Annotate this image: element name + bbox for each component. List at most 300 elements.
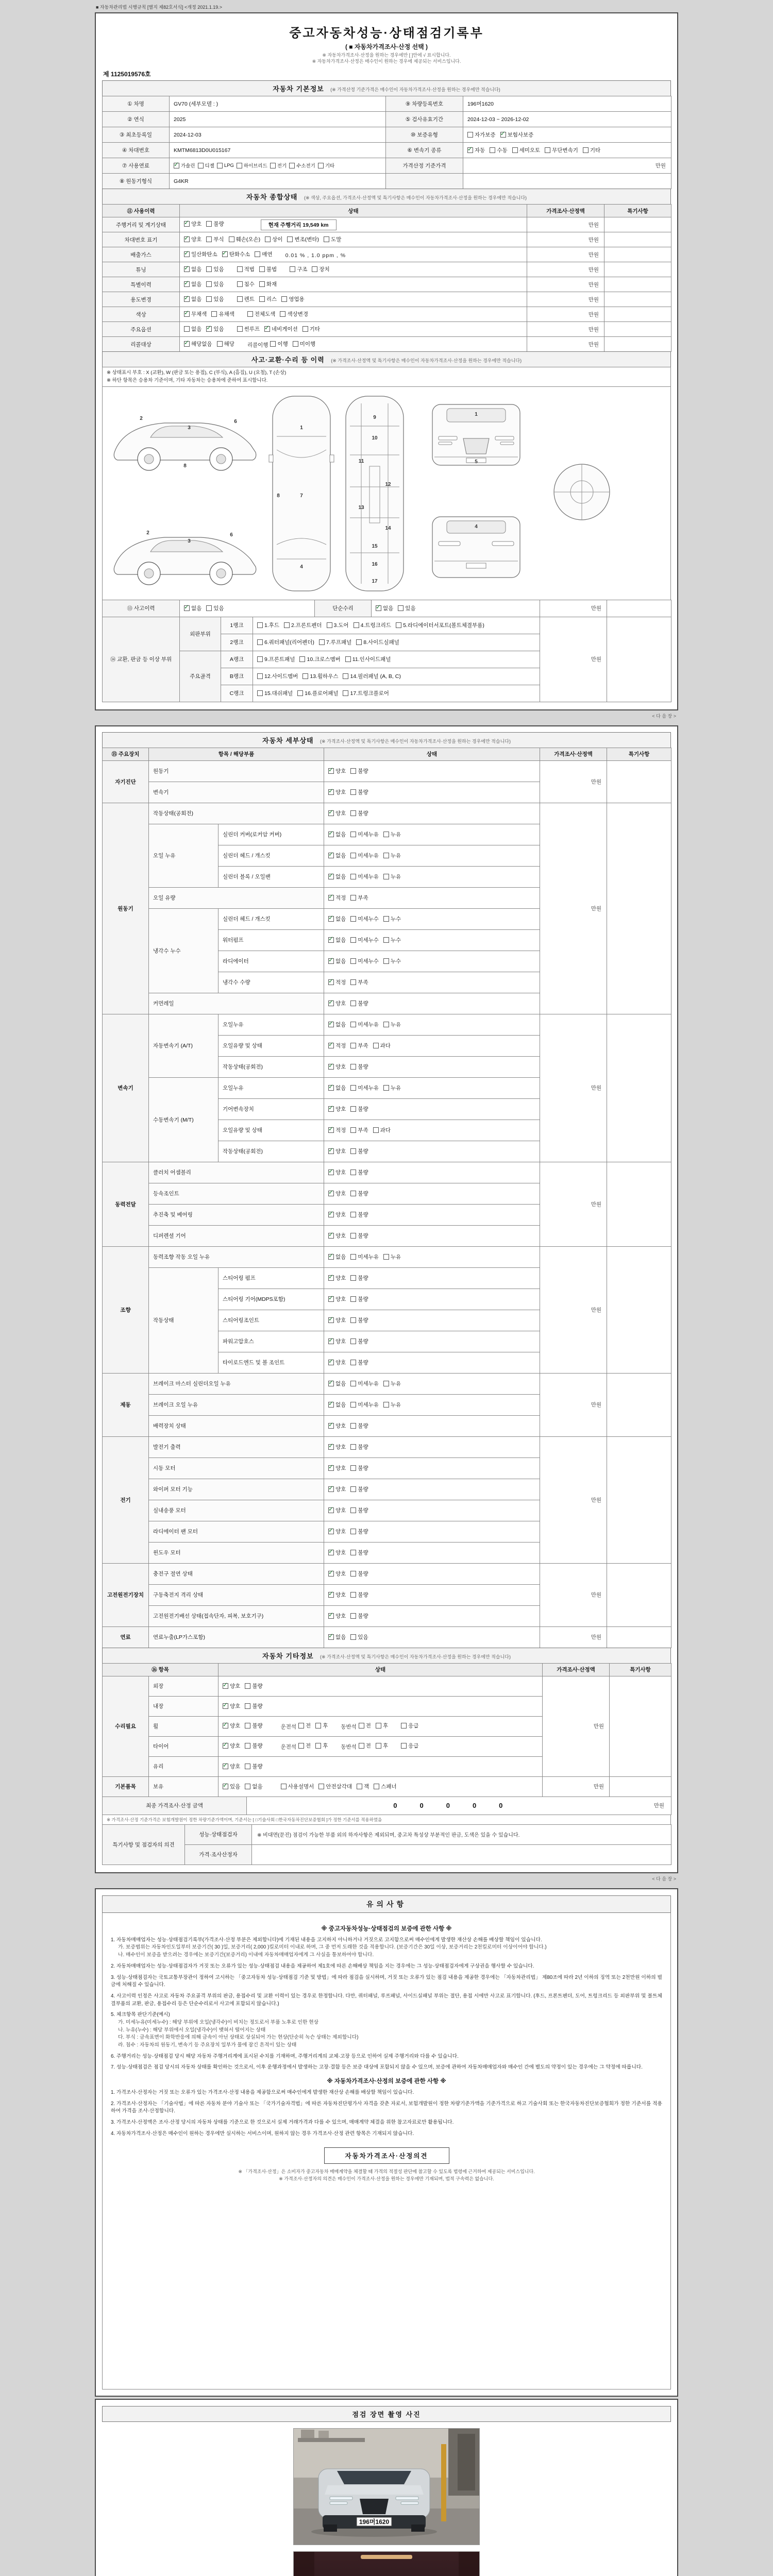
checkbox-option[interactable] — [328, 788, 346, 796]
checkbox-box[interactable] — [359, 1743, 364, 1749]
checkbox-option[interactable] — [350, 1506, 368, 1514]
checkbox-box[interactable] — [318, 1784, 324, 1789]
checkbox-box[interactable] — [223, 1764, 228, 1769]
checkbox-option[interactable] — [350, 1021, 379, 1028]
checkbox-box[interactable] — [237, 281, 243, 287]
checkbox-option[interactable] — [293, 340, 315, 348]
checkbox-box[interactable] — [359, 1723, 364, 1728]
checkbox-box[interactable] — [255, 251, 260, 257]
checkbox-box[interactable] — [315, 1743, 321, 1749]
checkbox-box[interactable] — [265, 236, 271, 242]
checkbox-box[interactable] — [356, 639, 362, 645]
checkbox-option[interactable] — [206, 280, 224, 288]
checkbox-box[interactable] — [328, 979, 334, 985]
checkbox-option[interactable] — [583, 146, 600, 154]
checkbox-option[interactable] — [350, 788, 368, 796]
checkbox-box[interactable] — [281, 296, 287, 302]
checkbox-option[interactable] — [184, 340, 212, 348]
checkbox-box[interactable] — [319, 639, 325, 645]
checkbox-option[interactable] — [298, 1722, 311, 1730]
checkbox-option[interactable] — [383, 936, 401, 944]
checkbox-box[interactable] — [184, 341, 190, 347]
checkbox-box[interactable] — [350, 1444, 356, 1450]
checkbox-option[interactable] — [328, 1485, 346, 1493]
checkbox-option[interactable] — [328, 1084, 346, 1092]
checkbox-box[interactable] — [350, 1233, 356, 1239]
checkbox-option[interactable] — [383, 1401, 401, 1409]
checkbox-option[interactable] — [350, 1147, 368, 1155]
checkbox-box[interactable] — [328, 1634, 334, 1640]
checkbox-box[interactable] — [259, 281, 265, 287]
checkbox-option[interactable] — [328, 1274, 346, 1282]
checkbox-box[interactable] — [350, 1423, 356, 1429]
checkbox-box[interactable] — [328, 853, 334, 858]
checkbox-option[interactable] — [376, 604, 393, 612]
checkbox-option[interactable] — [247, 310, 276, 318]
checkbox-box[interactable] — [350, 1571, 356, 1577]
checkbox-option[interactable] — [350, 1570, 368, 1578]
checkbox-box[interactable] — [545, 147, 550, 153]
checkbox-option[interactable] — [328, 1359, 346, 1366]
checkbox-option[interactable] — [257, 689, 293, 697]
checkbox-option[interactable] — [512, 146, 541, 154]
checkbox-box[interactable] — [350, 958, 356, 964]
checkbox-box[interactable] — [350, 1043, 356, 1048]
checkbox-box[interactable] — [354, 622, 359, 628]
checkbox-option[interactable] — [184, 295, 201, 303]
checkbox-box[interactable] — [383, 1402, 389, 1408]
checkbox-box[interactable] — [327, 622, 332, 628]
checkbox-option[interactable] — [328, 936, 346, 944]
checkbox-box[interactable] — [287, 236, 293, 242]
checkbox-option[interactable] — [343, 672, 400, 680]
checkbox-option[interactable] — [259, 280, 277, 288]
checkbox-box[interactable] — [373, 1043, 379, 1048]
checkbox-box[interactable] — [343, 673, 348, 679]
checkbox-option[interactable] — [356, 638, 399, 646]
checkbox-option[interactable] — [328, 1042, 346, 1049]
checkbox-option[interactable] — [328, 1570, 346, 1578]
checkbox-option[interactable] — [206, 604, 224, 612]
checkbox-option[interactable] — [350, 1443, 368, 1451]
checkbox-option[interactable] — [270, 162, 287, 169]
checkbox-box[interactable] — [383, 1381, 389, 1386]
checkbox-box[interactable] — [298, 1743, 304, 1749]
checkbox-option[interactable] — [328, 1528, 346, 1535]
checkbox-option[interactable] — [223, 1762, 240, 1770]
checkbox-box[interactable] — [328, 1465, 334, 1471]
checkbox-box[interactable] — [328, 1613, 334, 1619]
checkbox-option[interactable] — [184, 310, 207, 318]
checkbox-box[interactable] — [350, 916, 356, 922]
checkbox-option[interactable] — [350, 978, 368, 986]
checkbox-box[interactable] — [328, 789, 334, 795]
checkbox-option[interactable] — [328, 999, 346, 1007]
checkbox-box[interactable] — [245, 1683, 250, 1689]
checkbox-option[interactable] — [396, 621, 484, 629]
checkbox-box[interactable] — [290, 266, 295, 272]
checkbox-box[interactable] — [328, 1402, 334, 1408]
checkbox-option[interactable] — [206, 220, 224, 228]
checkbox-box[interactable] — [350, 789, 356, 795]
checkbox-option[interactable] — [350, 1253, 379, 1261]
checkbox-option[interactable] — [350, 1591, 368, 1599]
checkbox-option[interactable] — [350, 1401, 379, 1409]
checkbox-option[interactable] — [184, 265, 201, 273]
checkbox-box[interactable] — [350, 853, 356, 858]
checkbox-box[interactable] — [328, 1592, 334, 1598]
checkbox-box[interactable] — [383, 832, 389, 837]
checkbox-option[interactable] — [328, 1147, 346, 1155]
checkbox-option[interactable] — [237, 295, 255, 303]
checkbox-option[interactable] — [350, 1232, 368, 1240]
checkbox-box[interactable] — [328, 768, 334, 774]
checkbox-box[interactable] — [223, 1703, 228, 1709]
checkbox-box[interactable] — [257, 622, 263, 628]
checkbox-box[interactable] — [328, 1550, 334, 1555]
checkbox-option[interactable] — [359, 1722, 371, 1730]
checkbox-box[interactable] — [328, 1254, 334, 1260]
checkbox-box[interactable] — [303, 673, 308, 679]
checkbox-box[interactable] — [184, 221, 190, 227]
checkbox-box[interactable] — [350, 1001, 356, 1006]
checkbox-box[interactable] — [328, 1275, 334, 1281]
checkbox-box[interactable] — [328, 1022, 334, 1027]
checkbox-option[interactable] — [328, 1591, 346, 1599]
checkbox-box[interactable] — [350, 1148, 356, 1154]
checkbox-option[interactable] — [257, 672, 298, 680]
checkbox-box[interactable] — [350, 895, 356, 901]
checkbox-option[interactable] — [350, 1190, 368, 1197]
checkbox-box[interactable] — [350, 832, 356, 837]
checkbox-option[interactable] — [281, 1783, 314, 1790]
checkbox-box[interactable] — [217, 163, 223, 168]
checkbox-box[interactable] — [350, 1106, 356, 1112]
checkbox-box[interactable] — [257, 656, 263, 662]
checkbox-box[interactable] — [174, 163, 179, 168]
checkbox-option[interactable] — [328, 1063, 346, 1071]
checkbox-box[interactable] — [500, 132, 506, 138]
checkbox-box[interactable] — [376, 1743, 381, 1749]
checkbox-box[interactable] — [324, 236, 329, 242]
checkbox-option[interactable] — [255, 250, 272, 258]
checkbox-box[interactable] — [206, 266, 212, 272]
checkbox-box[interactable] — [217, 341, 223, 347]
checkbox-box[interactable] — [328, 1296, 334, 1302]
checkbox-box[interactable] — [373, 1127, 379, 1133]
checkbox-option[interactable] — [545, 146, 578, 154]
checkbox-box[interactable] — [328, 874, 334, 879]
checkbox-box[interactable] — [328, 1317, 334, 1323]
checkbox-option[interactable] — [357, 1783, 369, 1790]
checkbox-box[interactable] — [401, 1743, 407, 1749]
checkbox-option[interactable] — [350, 1295, 368, 1303]
checkbox-box[interactable] — [350, 1529, 356, 1534]
checkbox-box[interactable] — [350, 1592, 356, 1598]
checkbox-option[interactable] — [376, 1742, 388, 1750]
checkbox-box[interactable] — [328, 1127, 334, 1133]
checkbox-option[interactable] — [290, 265, 307, 273]
checkbox-box[interactable] — [247, 311, 253, 317]
checkbox-option[interactable] — [350, 1063, 368, 1071]
checkbox-option[interactable] — [217, 163, 234, 168]
checkbox-box[interactable] — [328, 1001, 334, 1006]
checkbox-box[interactable] — [328, 810, 334, 816]
checkbox-option[interactable] — [259, 295, 277, 303]
checkbox-option[interactable] — [350, 1528, 368, 1535]
checkbox-box[interactable] — [289, 163, 295, 168]
checkbox-option[interactable] — [328, 1190, 346, 1197]
checkbox-box[interactable] — [223, 1784, 228, 1789]
checkbox-option[interactable] — [318, 1783, 352, 1790]
checkbox-option[interactable] — [350, 1380, 379, 1387]
checkbox-option[interactable] — [350, 1211, 368, 1218]
checkbox-box[interactable] — [206, 326, 212, 332]
checkbox-box[interactable] — [328, 1486, 334, 1492]
checkbox-option[interactable] — [350, 894, 368, 902]
checkbox-box[interactable] — [350, 1507, 356, 1513]
checkbox-option[interactable] — [328, 1633, 346, 1641]
checkbox-box[interactable] — [490, 147, 495, 153]
checkbox-option[interactable] — [328, 831, 346, 838]
checkbox-option[interactable] — [383, 831, 401, 838]
checkbox-box[interactable] — [376, 605, 381, 611]
checkbox-box[interactable] — [350, 1486, 356, 1492]
checkbox-option[interactable] — [350, 873, 379, 880]
checkbox-option[interactable] — [222, 250, 250, 258]
checkbox-option[interactable] — [500, 131, 534, 139]
checkbox-box[interactable] — [184, 296, 190, 302]
checkbox-option[interactable] — [245, 1682, 262, 1690]
checkbox-option[interactable] — [383, 873, 401, 880]
checkbox-box[interactable] — [350, 1338, 356, 1344]
checkbox-box[interactable] — [328, 895, 334, 901]
checkbox-box[interactable] — [328, 832, 334, 837]
checkbox-option[interactable] — [350, 1126, 368, 1134]
checkbox-box[interactable] — [223, 1723, 228, 1728]
checkbox-option[interactable] — [328, 1211, 346, 1218]
checkbox-box[interactable] — [223, 1683, 228, 1689]
checkbox-option[interactable] — [303, 325, 320, 333]
checkbox-option[interactable] — [328, 1316, 346, 1324]
checkbox-box[interactable] — [222, 251, 228, 257]
checkbox-option[interactable] — [401, 1722, 418, 1730]
checkbox-option[interactable] — [245, 1722, 262, 1730]
checkbox-option[interactable] — [245, 1762, 262, 1770]
checkbox-box[interactable] — [396, 622, 401, 628]
checkbox-box[interactable] — [245, 1723, 250, 1728]
checkbox-box[interactable] — [328, 1191, 334, 1196]
checkbox-option[interactable] — [383, 1253, 401, 1261]
checkbox-option[interactable] — [328, 1232, 346, 1240]
checkbox-option[interactable] — [328, 957, 346, 965]
checkbox-option[interactable] — [328, 978, 346, 986]
checkbox-box[interactable] — [350, 1381, 356, 1386]
checkbox-option[interactable] — [328, 1401, 346, 1409]
checkbox-box[interactable] — [281, 1784, 287, 1789]
checkbox-box[interactable] — [350, 1212, 356, 1217]
checkbox-box[interactable] — [184, 311, 190, 317]
checkbox-option[interactable] — [373, 1042, 391, 1049]
checkbox-option[interactable] — [257, 621, 279, 629]
checkbox-option[interactable] — [265, 235, 282, 243]
checkbox-option[interactable] — [257, 638, 314, 646]
checkbox-box[interactable] — [350, 768, 356, 774]
checkbox-box[interactable] — [328, 1507, 334, 1513]
checkbox-box[interactable] — [583, 147, 589, 153]
checkbox-option[interactable] — [328, 1021, 346, 1028]
checkbox-option[interactable] — [223, 1702, 240, 1710]
checkbox-box[interactable] — [223, 1743, 228, 1749]
checkbox-box[interactable] — [237, 296, 243, 302]
checkbox-option[interactable] — [350, 767, 368, 775]
checkbox-option[interactable] — [237, 325, 260, 333]
checkbox-option[interactable] — [374, 1783, 396, 1790]
checkbox-option[interactable] — [328, 1126, 346, 1134]
checkbox-box[interactable] — [284, 622, 290, 628]
checkbox-box[interactable] — [206, 221, 212, 227]
checkbox-option[interactable] — [350, 1633, 368, 1641]
checkbox-option[interactable] — [328, 852, 346, 859]
checkbox-option[interactable] — [206, 295, 224, 303]
checkbox-box[interactable] — [245, 1703, 250, 1709]
checkbox-option[interactable] — [383, 915, 401, 923]
checkbox-box[interactable] — [350, 1064, 356, 1070]
checkbox-option[interactable] — [229, 235, 261, 243]
checkbox-option[interactable] — [373, 1126, 391, 1134]
checkbox-option[interactable] — [237, 162, 267, 169]
checkbox-box[interactable] — [467, 132, 473, 138]
checkbox-box[interactable] — [345, 656, 351, 662]
checkbox-option[interactable] — [350, 852, 379, 859]
checkbox-option[interactable] — [350, 1168, 368, 1176]
checkbox-box[interactable] — [350, 1296, 356, 1302]
checkbox-option[interactable] — [223, 1722, 240, 1730]
checkbox-box[interactable] — [383, 1254, 389, 1260]
checkbox-box[interactable] — [184, 266, 190, 272]
checkbox-box[interactable] — [328, 1233, 334, 1239]
checkbox-option[interactable] — [184, 280, 201, 288]
checkbox-option[interactable] — [280, 310, 308, 318]
checkbox-box[interactable] — [383, 1085, 389, 1091]
checkbox-option[interactable] — [328, 1253, 346, 1261]
checkbox-option[interactable] — [328, 894, 346, 902]
checkbox-box[interactable] — [328, 916, 334, 922]
checkbox-box[interactable] — [350, 1127, 356, 1133]
checkbox-box[interactable] — [259, 296, 265, 302]
checkbox-option[interactable] — [350, 809, 368, 817]
checkbox-option[interactable] — [281, 295, 304, 303]
checkbox-option[interactable] — [350, 999, 368, 1007]
checkbox-box[interactable] — [297, 690, 303, 696]
checkbox-option[interactable] — [206, 265, 224, 273]
checkbox-option[interactable] — [350, 1612, 368, 1620]
checkbox-box[interactable] — [328, 937, 334, 943]
checkbox-option[interactable] — [350, 936, 379, 944]
checkbox-option[interactable] — [303, 672, 338, 680]
checkbox-option[interactable] — [383, 1021, 401, 1028]
checkbox-option[interactable] — [376, 1722, 388, 1730]
checkbox-option[interactable] — [328, 1612, 346, 1620]
checkbox-box[interactable] — [350, 810, 356, 816]
checkbox-box[interactable] — [350, 1550, 356, 1555]
checkbox-box[interactable] — [184, 605, 190, 611]
checkbox-box[interactable] — [206, 236, 212, 242]
checkbox-option[interactable] — [350, 915, 379, 923]
checkbox-box[interactable] — [350, 1254, 356, 1260]
checkbox-box[interactable] — [357, 1784, 362, 1789]
checkbox-option[interactable] — [245, 1702, 262, 1710]
checkbox-box[interactable] — [245, 1764, 250, 1769]
checkbox-box[interactable] — [270, 341, 276, 347]
checkbox-box[interactable] — [328, 1444, 334, 1450]
checkbox-option[interactable] — [257, 655, 295, 663]
checkbox-box[interactable] — [383, 958, 389, 964]
checkbox-box[interactable] — [350, 1317, 356, 1323]
checkbox-option[interactable] — [184, 220, 201, 228]
checkbox-option[interactable] — [319, 638, 351, 646]
checkbox-option[interactable] — [184, 325, 201, 333]
checkbox-box[interactable] — [350, 1170, 356, 1175]
checkbox-option[interactable] — [324, 235, 341, 243]
checkbox-box[interactable] — [280, 311, 285, 317]
checkbox-option[interactable] — [328, 1337, 346, 1345]
checkbox-option[interactable] — [467, 146, 485, 154]
checkbox-box[interactable] — [237, 266, 243, 272]
checkbox-box[interactable] — [350, 1085, 356, 1091]
checkbox-box[interactable] — [383, 853, 389, 858]
checkbox-option[interactable] — [401, 1742, 418, 1750]
checkbox-option[interactable] — [245, 1742, 262, 1750]
checkbox-option[interactable] — [383, 957, 401, 965]
checkbox-box[interactable] — [206, 281, 212, 287]
checkbox-option[interactable] — [328, 1105, 346, 1113]
checkbox-box[interactable] — [328, 1085, 334, 1091]
checkbox-box[interactable] — [264, 326, 270, 332]
checkbox-box[interactable] — [376, 1723, 381, 1728]
checkbox-option[interactable] — [350, 1422, 368, 1430]
checkbox-option[interactable] — [350, 1549, 368, 1556]
checkbox-option[interactable] — [350, 1337, 368, 1345]
checkbox-box[interactable] — [237, 163, 242, 168]
checkbox-box[interactable] — [184, 251, 190, 257]
checkbox-box[interactable] — [312, 266, 317, 272]
checkbox-box[interactable] — [299, 656, 305, 662]
checkbox-option[interactable] — [223, 1783, 240, 1790]
checkbox-option[interactable] — [287, 235, 319, 243]
checkbox-option[interactable] — [383, 1380, 401, 1387]
checkbox-option[interactable] — [270, 340, 288, 348]
checkbox-option[interactable] — [184, 604, 201, 612]
checkbox-option[interactable] — [299, 655, 340, 663]
checkbox-box[interactable] — [328, 1064, 334, 1070]
checkbox-box[interactable] — [229, 236, 234, 242]
checkbox-option[interactable] — [174, 162, 195, 169]
checkbox-box[interactable] — [328, 1043, 334, 1048]
checkbox-option[interactable] — [328, 1443, 346, 1451]
checkbox-option[interactable] — [237, 265, 255, 273]
checkbox-box[interactable] — [350, 1465, 356, 1471]
checkbox-option[interactable] — [184, 250, 217, 258]
checkbox-box[interactable] — [293, 341, 298, 347]
checkbox-box[interactable] — [270, 163, 276, 168]
checkbox-option[interactable] — [328, 1506, 346, 1514]
checkbox-box[interactable] — [318, 163, 324, 168]
checkbox-option[interactable] — [297, 689, 338, 697]
checkbox-box[interactable] — [328, 1148, 334, 1154]
checkbox-box[interactable] — [350, 1402, 356, 1408]
checkbox-option[interactable] — [327, 621, 349, 629]
